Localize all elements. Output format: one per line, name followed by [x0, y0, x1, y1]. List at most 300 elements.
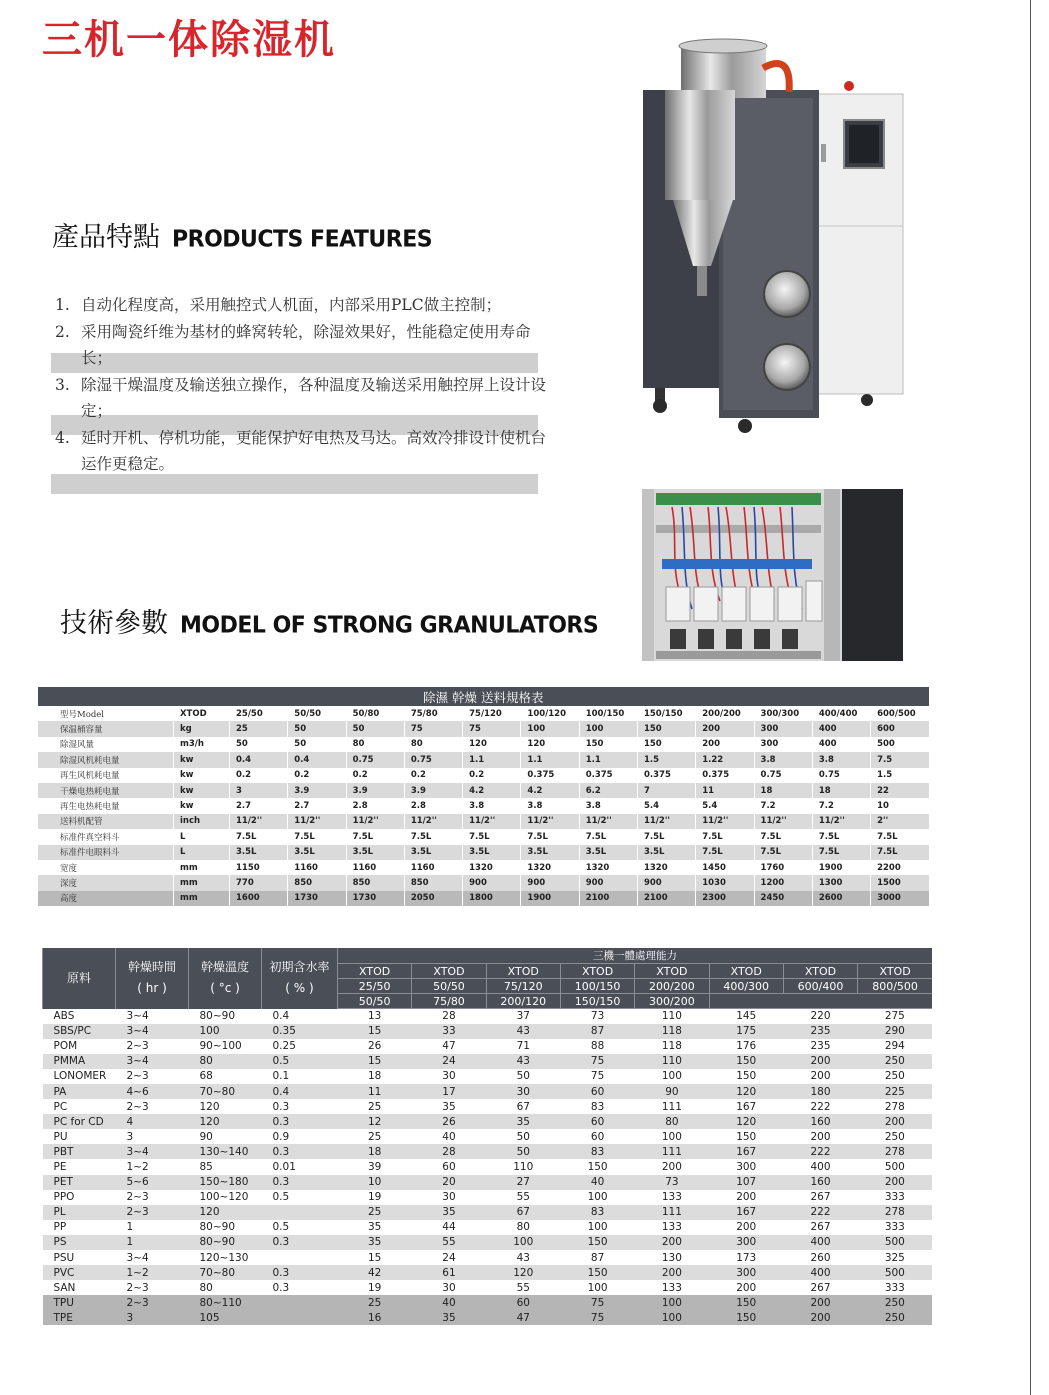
spec-cell: 7.5L	[404, 829, 462, 844]
capacity-cell: 133	[635, 1280, 709, 1295]
capacity-cell: 67	[486, 1205, 560, 1220]
spec-cell: 7.5L	[696, 845, 754, 860]
capacity-cell: 80~90	[189, 1220, 262, 1235]
capacity-cell: 180	[783, 1084, 857, 1099]
spec-row	[38, 891, 930, 906]
capacity-cell: 3~4	[116, 1009, 189, 1024]
capacity-row	[43, 1205, 933, 1220]
spec-label: 标准件真空料斗	[38, 829, 174, 844]
spec-cell: 11/2''	[812, 814, 870, 829]
capacity-cell: 3~4	[116, 1024, 189, 1039]
capacity-cell: 40	[412, 1295, 486, 1310]
model-header: XTOD	[783, 964, 857, 979]
capacity-cell: 120	[189, 1114, 262, 1129]
spec-cell: 2100	[579, 891, 637, 906]
spec-cell: 3.5L	[346, 845, 404, 860]
capacity-cell: 100	[189, 1024, 262, 1039]
spec-cell: 200	[696, 737, 754, 752]
spec-cell: 3.5L	[288, 845, 346, 860]
material-name: SBS/PC	[43, 1024, 116, 1039]
spec-cell: 2.7	[230, 798, 288, 813]
spec-cell: 11/2''	[230, 814, 288, 829]
capacity-cell: 3~4	[116, 1054, 189, 1069]
spec-cell: inch	[174, 814, 230, 829]
capacity-cell: 500	[858, 1265, 932, 1280]
capacity-row	[43, 1295, 933, 1310]
tech-heading-cn: 技術參數	[60, 608, 168, 639]
capacity-cell: 300	[709, 1265, 783, 1280]
capacity-cell: 0.4	[262, 1084, 338, 1099]
model-header: XTOD	[412, 964, 486, 979]
spec-cell: 850	[288, 875, 346, 890]
capacity-cell: 133	[635, 1220, 709, 1235]
spec-cell: 0.375	[696, 768, 754, 783]
capacity-cell: 110	[635, 1009, 709, 1024]
capacity-cell: 40	[412, 1129, 486, 1144]
capacity-cell: 500	[858, 1159, 932, 1174]
model-header: 600/400	[783, 979, 857, 994]
capacity-cell: 26	[338, 1039, 412, 1054]
capacity-cell: 68	[189, 1069, 262, 1084]
features-heading-en: PRODUCTS FEATURES	[172, 226, 433, 253]
capacity-cell: 26	[412, 1114, 486, 1129]
capacity-cell: 33	[412, 1024, 486, 1039]
capacity-cell: 15	[338, 1054, 412, 1069]
capacity-cell: 50	[486, 1129, 560, 1144]
spec-cell: 300	[754, 737, 812, 752]
capacity-cell: 278	[858, 1205, 932, 1220]
capacity-cell: 173	[709, 1250, 783, 1265]
spec-cell: 11/2''	[346, 814, 404, 829]
capacity-cell: 28	[412, 1009, 486, 1024]
spec-label: 除湿风机耗电量	[38, 752, 174, 767]
spec-cell: 120	[521, 737, 579, 752]
capacity-cell: 70~80	[189, 1265, 262, 1280]
spec-cell: 75/120	[463, 706, 521, 721]
capacity-cell: 60	[412, 1159, 486, 1174]
spec-cell: 1500	[871, 875, 929, 890]
capacity-cell: 160	[783, 1114, 857, 1129]
capacity-row	[43, 1235, 933, 1250]
capacity-cell: 333	[858, 1220, 932, 1235]
capacity-row	[43, 1280, 933, 1295]
spec-cell: 3.5L	[404, 845, 462, 860]
spec-row	[38, 752, 930, 767]
spec-cell: 0.75	[346, 752, 404, 767]
spec-cell: 4.2	[521, 783, 579, 798]
capacity-cell: 3	[116, 1310, 189, 1325]
spec-cell: 11/2''	[754, 814, 812, 829]
capacity-cell: 83	[560, 1099, 634, 1114]
spec-cell: 200	[696, 721, 754, 736]
capacity-cell: 200	[635, 1159, 709, 1174]
spec-cell: 1030	[696, 875, 754, 890]
header-dry-time: 幹燥時間 ( hr )	[116, 948, 189, 1009]
capacity-cell: 80	[486, 1220, 560, 1235]
spec-cell: 1900	[812, 860, 870, 875]
capacity-cell: 150	[560, 1235, 634, 1250]
capacity-row	[43, 1190, 933, 1205]
material-name: SAN	[43, 1280, 116, 1295]
spec-cell: 0.375	[579, 768, 637, 783]
capacity-cell: 167	[709, 1099, 783, 1114]
capacity-cell: 75	[560, 1295, 634, 1310]
capacity-cell: 250	[858, 1310, 932, 1325]
spec-cell: XTOD	[174, 706, 230, 721]
spec-cell: 4.2	[463, 783, 521, 798]
capacity-cell: 0.9	[262, 1129, 338, 1144]
feature-item: 2. 采用陶瓷纤维为基材的蜂窝转轮，除湿效果好，性能稳定使用寿命长；	[55, 322, 531, 367]
spec-label: 高度	[38, 891, 174, 906]
capacity-cell: 11	[338, 1084, 412, 1099]
spec-cell: 100	[521, 721, 579, 736]
capacity-cell: 70~80	[189, 1084, 262, 1099]
capacity-cell: 120	[709, 1084, 783, 1099]
model-header: 75/80	[412, 994, 486, 1009]
material-name: PVC	[43, 1265, 116, 1280]
capacity-cell	[262, 1205, 338, 1220]
material-name: PC for CD	[43, 1114, 116, 1129]
capacity-cell: 1	[116, 1235, 189, 1250]
capacity-cell: 80~90	[189, 1009, 262, 1024]
capacity-cell: 90~100	[189, 1039, 262, 1054]
spec-cell: 11/2''	[288, 814, 346, 829]
capacity-cell: 3	[116, 1129, 189, 1144]
capacity-cell: 267	[783, 1280, 857, 1295]
spec-cell: 11	[696, 783, 754, 798]
spec-cell: 7.5L	[871, 845, 929, 860]
capacity-cell: 278	[858, 1099, 932, 1114]
model-header: XTOD	[709, 964, 783, 979]
spec-cell: 75	[404, 721, 462, 736]
capacity-cell: 47	[412, 1039, 486, 1054]
model-header-empty	[709, 994, 932, 1009]
capacity-row	[43, 1129, 933, 1144]
spec-cell: 150	[579, 737, 637, 752]
spec-cell: 3.5L	[230, 845, 288, 860]
material-name: PE	[43, 1159, 116, 1174]
spec-cell: 3.5L	[521, 845, 579, 860]
capacity-cell: 73	[560, 1009, 634, 1024]
material-name: TPU	[43, 1295, 116, 1310]
capacity-cell: 80	[635, 1114, 709, 1129]
capacity-cell: 0.01	[262, 1159, 338, 1174]
capacity-cell: 500	[858, 1235, 932, 1250]
spec-row	[38, 737, 930, 752]
capacity-cell: 120	[486, 1265, 560, 1280]
capacity-cell: 0.3	[262, 1114, 338, 1129]
capacity-cell: 250	[858, 1295, 932, 1310]
spec-cell: kw	[174, 783, 230, 798]
capacity-cell: 25	[338, 1205, 412, 1220]
capacity-cell: 83	[560, 1144, 634, 1159]
material-name: PS	[43, 1235, 116, 1250]
spec-cell: 3.8	[812, 752, 870, 767]
capacity-cell: 3~4	[116, 1144, 189, 1159]
model-header: XTOD	[338, 964, 412, 979]
spec-cell: 11/2''	[637, 814, 695, 829]
spec-cell: 5.4	[637, 798, 695, 813]
tech-params-heading	[60, 601, 598, 640]
capacity-cell: 1~2	[116, 1159, 189, 1174]
spec-cell: 7.5L	[754, 845, 812, 860]
capacity-cell: 150~180	[189, 1175, 262, 1190]
capacity-cell: 35	[412, 1205, 486, 1220]
spec-cell: 2200	[871, 860, 929, 875]
capacity-cell: 75	[560, 1310, 634, 1325]
spec-cell: 1600	[230, 891, 288, 906]
spec-cell: 2050	[404, 891, 462, 906]
spec-cell: 22	[871, 783, 929, 798]
capacity-cell: 25	[338, 1099, 412, 1114]
capacity-cell: 25	[338, 1129, 412, 1144]
capacity-cell: 0.3	[262, 1265, 338, 1280]
capacity-cell: 90	[189, 1129, 262, 1144]
spec-cell: 2450	[754, 891, 812, 906]
spec-cell: 300/300	[754, 706, 812, 721]
capacity-cell: 100	[635, 1069, 709, 1084]
spec-cell: kw	[174, 752, 230, 767]
spec-label: 送料机配管	[38, 814, 174, 829]
header-dry-temp: 幹燥溫度 ( °c )	[189, 948, 262, 1009]
capacity-cell: 61	[412, 1265, 486, 1280]
capacity-cell: 16	[338, 1310, 412, 1325]
spec-label: 深度	[38, 875, 174, 890]
spec-cell: 3.5L	[579, 845, 637, 860]
capacity-cell: 18	[338, 1069, 412, 1084]
spec-cell: 1160	[288, 860, 346, 875]
capacity-cell: 222	[783, 1099, 857, 1114]
capacity-cell: 15	[338, 1250, 412, 1265]
spec-cell: 7.5L	[871, 829, 929, 844]
capacity-cell: 75	[560, 1054, 634, 1069]
capacity-cell: 3~4	[116, 1250, 189, 1265]
capacity-cell: 35	[412, 1310, 486, 1325]
spec-cell: 50	[288, 737, 346, 752]
capacity-cell: 42	[338, 1265, 412, 1280]
capacity-cell: 100	[486, 1235, 560, 1250]
spec-cell: 200/200	[696, 706, 754, 721]
spec-cell: 900	[463, 875, 521, 890]
capacity-row	[43, 1024, 933, 1039]
spec-cell: L	[174, 829, 230, 844]
spec-cell: 1.22	[696, 752, 754, 767]
capacity-cell: 1~2	[116, 1265, 189, 1280]
capacity-cell: 120	[709, 1114, 783, 1129]
spec-row	[38, 845, 930, 860]
capacity-cell: 71	[486, 1039, 560, 1054]
spec-cell: 7.5L	[754, 829, 812, 844]
capacity-cell: 60	[560, 1084, 634, 1099]
spec-cell: 850	[404, 875, 462, 890]
capacity-cell: 30	[412, 1190, 486, 1205]
capacity-cell: 400	[783, 1265, 857, 1280]
spec-cell: 3.5L	[463, 845, 521, 860]
spec-cell: 150	[637, 721, 695, 736]
capacity-cell: 278	[858, 1144, 932, 1159]
capacity-cell: 4	[116, 1114, 189, 1129]
capacity-cell	[262, 1295, 338, 1310]
material-name: PL	[43, 1205, 116, 1220]
capacity-cell: 90	[635, 1084, 709, 1099]
spec-cell: 7.5L	[521, 829, 579, 844]
capacity-cell: 35	[412, 1099, 486, 1114]
capacity-table	[42, 948, 932, 1325]
capacity-cell: 60	[560, 1129, 634, 1144]
capacity-cell: 17	[412, 1084, 486, 1099]
capacity-row	[43, 1265, 933, 1280]
capacity-cell: 12	[338, 1114, 412, 1129]
spec-cell: 2.8	[404, 798, 462, 813]
spec-cell: 7.5L	[288, 829, 346, 844]
features-heading	[52, 215, 432, 254]
spec-cell: 900	[637, 875, 695, 890]
spec-cell: 3.9	[346, 783, 404, 798]
spec-cell: 2600	[812, 891, 870, 906]
spec-cell: 850	[346, 875, 404, 890]
spec-cell: 770	[230, 875, 288, 890]
spec-cell: 11/2''	[463, 814, 521, 829]
capacity-cell: 150	[560, 1159, 634, 1174]
model-header: 800/500	[858, 979, 932, 994]
capacity-cell: 200	[709, 1190, 783, 1205]
spec-cell: 7.2	[812, 798, 870, 813]
model-header: 400/300	[709, 979, 783, 994]
spec-cell: 7.5L	[696, 829, 754, 844]
spec-cell: 75	[463, 721, 521, 736]
spec-cell: 7.5L	[463, 829, 521, 844]
spec-label: 标准件电眼料斗	[38, 845, 174, 860]
capacity-cell: 130~140	[189, 1144, 262, 1159]
capacity-cell: 55	[486, 1190, 560, 1205]
capacity-row	[43, 1175, 933, 1190]
capacity-cell: 27	[486, 1175, 560, 1190]
capacity-cell: 0.3	[262, 1235, 338, 1250]
spec-cell: 3.8	[521, 798, 579, 813]
spec-cell: 3.8	[754, 752, 812, 767]
spec-row	[38, 860, 930, 875]
capacity-cell: 30	[486, 1084, 560, 1099]
capacity-cell: 87	[560, 1250, 634, 1265]
spec-row	[38, 814, 930, 829]
capacity-cell: 60	[560, 1114, 634, 1129]
material-name: PA	[43, 1084, 116, 1099]
capacity-cell: 167	[709, 1144, 783, 1159]
material-name: PP	[43, 1220, 116, 1235]
spec-cell: 0.2	[346, 768, 404, 783]
capacity-cell: 111	[635, 1099, 709, 1114]
capacity-cell: 110	[486, 1159, 560, 1174]
spec-cell: 50	[230, 737, 288, 752]
capacity-cell: 133	[635, 1190, 709, 1205]
spec-table-caption: 除濕 幹燥 送料規格表	[38, 687, 930, 706]
capacity-row	[43, 1054, 933, 1069]
spec-table	[37, 687, 929, 906]
feature-item: 3. 除湿干燥温度及输送独立操作，各种温度及输送采用触控屏上设计设定；	[55, 375, 547, 420]
capacity-cell: 0.1	[262, 1069, 338, 1084]
spec-cell: 2100	[637, 891, 695, 906]
capacity-cell: 43	[486, 1024, 560, 1039]
spec-cell: 0.2	[230, 768, 288, 783]
material-name: TPE	[43, 1310, 116, 1325]
spec-cell: 100	[579, 721, 637, 736]
spec-cell: 1.5	[637, 752, 695, 767]
capacity-cell: 0.5	[262, 1054, 338, 1069]
spec-cell: 2.7	[288, 798, 346, 813]
capacity-cell: 5~6	[116, 1175, 189, 1190]
capacity-cell: 111	[635, 1144, 709, 1159]
spec-cell: 3	[230, 783, 288, 798]
capacity-cell: 200	[709, 1220, 783, 1235]
dryer-machine-photo	[641, 28, 906, 440]
spec-cell: 400	[812, 737, 870, 752]
capacity-cell: 80	[189, 1054, 262, 1069]
spec-label: 再生风机耗电量	[38, 768, 174, 783]
capacity-cell: 15	[338, 1024, 412, 1039]
spec-cell: 80	[404, 737, 462, 752]
model-header: 50/50	[338, 994, 412, 1009]
electrical-panel-photo	[642, 489, 903, 661]
capacity-cell: 35	[338, 1235, 412, 1250]
model-header: 300/200	[635, 994, 709, 1009]
spec-cell: kg	[174, 721, 230, 736]
spec-cell: 150	[637, 737, 695, 752]
spec-cell: kw	[174, 798, 230, 813]
spec-label: 再生电热耗电量	[38, 798, 174, 813]
spec-cell: 6.2	[579, 783, 637, 798]
capacity-cell: 400	[783, 1159, 857, 1174]
capacity-cell: 18	[338, 1144, 412, 1159]
capacity-cell: 250	[858, 1129, 932, 1144]
spec-cell: 0.2	[404, 768, 462, 783]
spec-cell: L	[174, 845, 230, 860]
capacity-cell: 13	[338, 1009, 412, 1024]
spec-cell: 3.5L	[637, 845, 695, 860]
header-material: 原料	[43, 948, 116, 1009]
capacity-cell: 0.25	[262, 1039, 338, 1054]
capacity-cell: 1	[116, 1220, 189, 1235]
spec-cell: 500	[871, 737, 929, 752]
model-header: 200/120	[486, 994, 560, 1009]
capacity-cell: 176	[709, 1039, 783, 1054]
capacity-cell: 0.3	[262, 1099, 338, 1114]
capacity-cell: 200	[635, 1265, 709, 1280]
spec-cell: 7.5L	[579, 829, 637, 844]
spec-cell: 600/500	[871, 706, 929, 721]
capacity-cell: 20	[412, 1175, 486, 1190]
spec-cell: 0.4	[288, 752, 346, 767]
spec-label: 宽度	[38, 860, 174, 875]
spec-cell: 1160	[346, 860, 404, 875]
spec-row	[38, 783, 930, 798]
capacity-cell: 40	[560, 1175, 634, 1190]
capacity-cell: 75	[560, 1069, 634, 1084]
model-header: XTOD	[560, 964, 634, 979]
spec-cell: 3.8	[579, 798, 637, 813]
material-name: PSU	[43, 1250, 116, 1265]
capacity-row	[43, 1099, 933, 1114]
spec-cell: kw	[174, 768, 230, 783]
spec-row	[38, 721, 930, 736]
capacity-cell: 200	[783, 1069, 857, 1084]
spec-cell: 100/120	[521, 706, 579, 721]
material-name: POM	[43, 1039, 116, 1054]
spec-row	[38, 829, 930, 844]
capacity-cell: 200	[783, 1129, 857, 1144]
capacity-cell: 2~3	[116, 1205, 189, 1220]
capacity-cell: 150	[709, 1129, 783, 1144]
capacity-cell: 0.3	[262, 1144, 338, 1159]
